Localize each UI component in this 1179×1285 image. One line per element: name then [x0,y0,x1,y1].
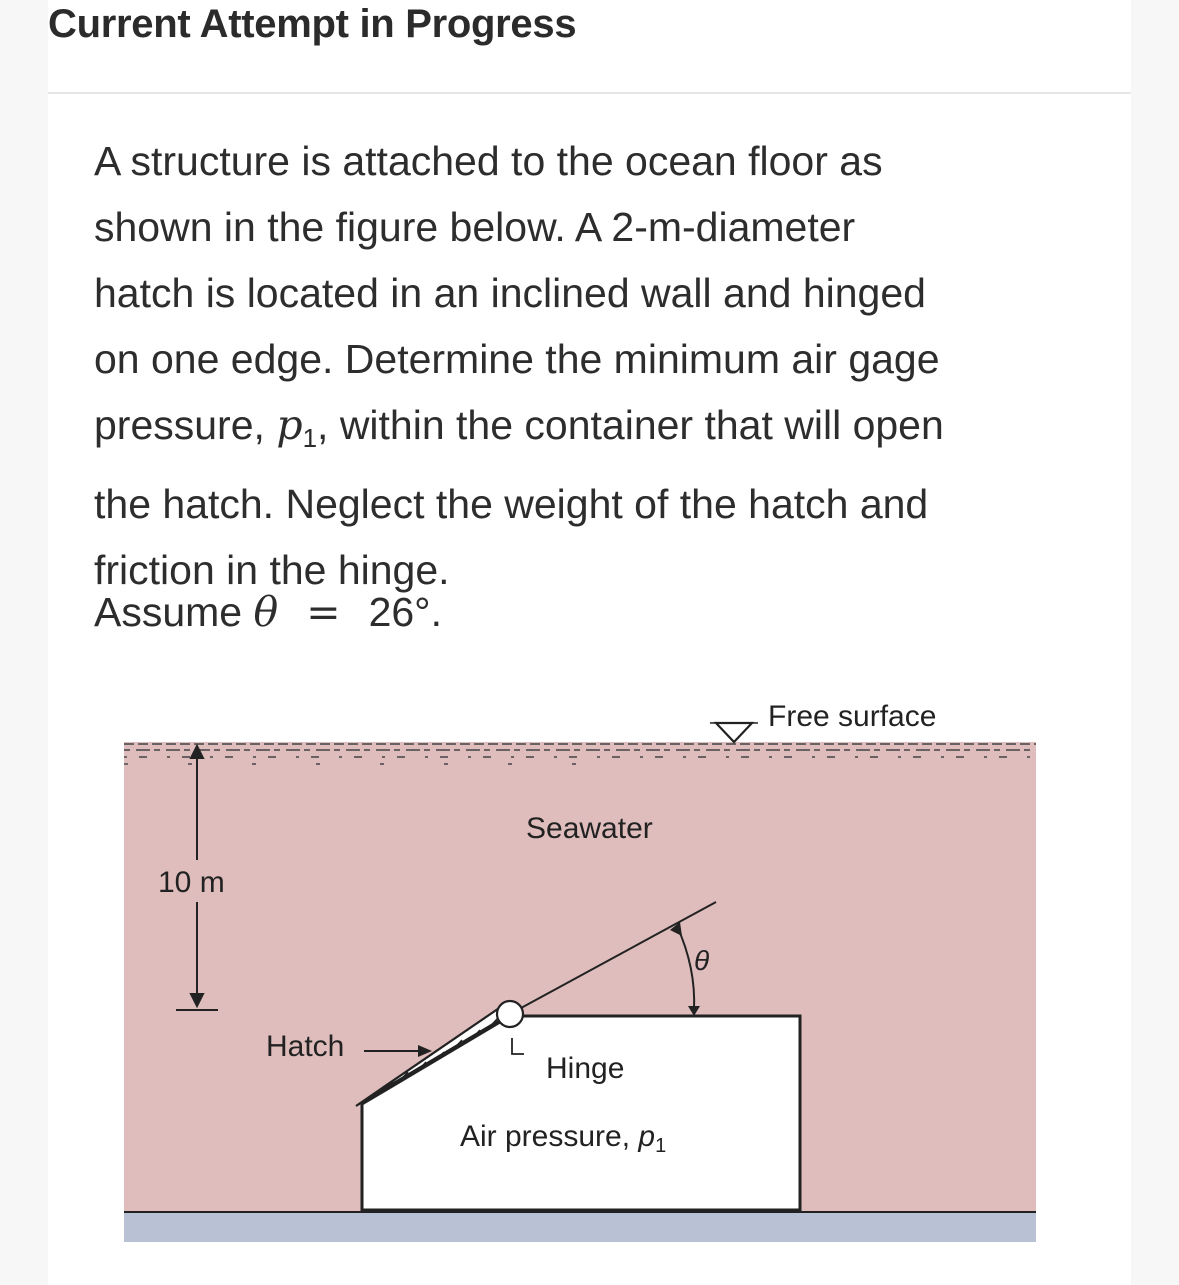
pressure-symbol: p [276,401,303,449]
air-pressure-subscript: 1 [655,1135,667,1157]
depth-label: 10 m [158,866,225,899]
air-pressure-text: Air pressure, [460,1120,639,1153]
seawater-label: Seawater [526,812,653,845]
assume-value: 26°. [368,589,442,635]
page-title: Current Attempt in Progress [48,2,577,46]
question-line-1: A structure is attached to the ocean floor as [94,138,883,184]
question-line-4: on one edge. Determine the minimum air gage [94,336,940,382]
hatch-figure [110,680,1070,1250]
pressure-subscript: 1 [302,423,318,453]
question-line-3: hatch is located in an inclined wall and hinged [94,270,926,316]
free-surface-label: Free surface [768,700,937,733]
hinge [497,1001,523,1027]
free-surface-icon [716,723,752,742]
seafloor [124,1212,1036,1242]
hatch-label: Hatch [266,1030,345,1063]
question-line-6: the hatch. Neglect the weight of the hatch and [94,481,929,527]
question-line-5-start: pressure, [94,402,277,448]
question-line-5 [94,392,1094,471]
hinge-label: Hinge [546,1052,625,1085]
air-pressure-label [460,1120,666,1157]
assume-label: Assume [94,589,243,635]
question-line-2: shown in the figure below. A 2-m-diameter [94,204,856,250]
assume-theta: θ [253,588,279,636]
air-pressure-symbol: p [638,1120,656,1153]
assumption [94,588,442,636]
question-line-5-rest: , within the container that will open [317,402,944,448]
question-text [94,128,1094,603]
theta-label: θ [694,945,710,976]
header-divider [48,92,1131,94]
assume-equals: = [306,588,341,636]
question-line-7: friction in the hinge. [94,547,450,593]
